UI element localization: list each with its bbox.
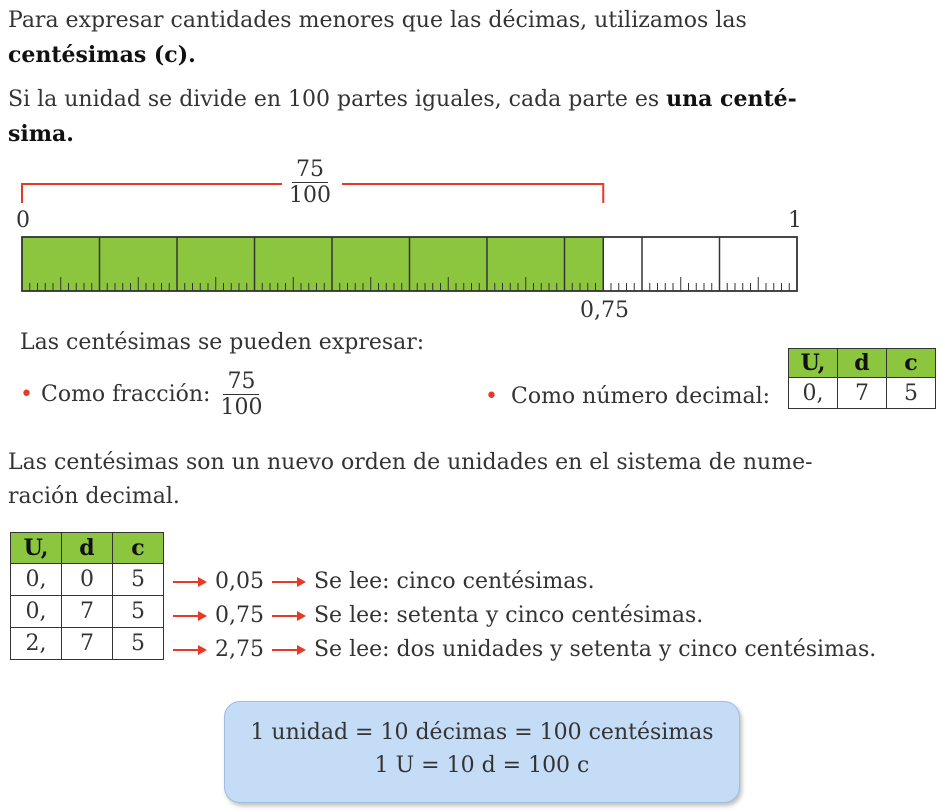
- header-d: d: [838, 349, 887, 378]
- ex-cell: 7: [62, 628, 113, 660]
- decimal-table-header: [789, 349, 936, 378]
- abbr-open: (: [146, 42, 165, 68]
- header-c: c: [887, 349, 936, 378]
- examples-header: [11, 533, 164, 564]
- expression-fraction-numerator: 75: [223, 370, 259, 395]
- label-zero: 0: [16, 208, 30, 233]
- intro-line-2: [8, 38, 747, 73]
- order-line-2: ración decimal.: [8, 484, 180, 509]
- decimal-place-table: [788, 348, 936, 409]
- summary-line-1: 1 unidad = 10 décimas = 100 centésimas: [250, 720, 714, 745]
- arrow-right-icon: [172, 643, 208, 657]
- intro-line-1: Para expresar cantidades menores que las décimas, utilizamos las: [8, 8, 747, 33]
- ex-header-u: U,: [11, 533, 62, 564]
- fraction-label: Como fracción:: [40, 382, 211, 408]
- arrow-right-icon: [172, 575, 208, 589]
- arrow-right-icon: [271, 609, 307, 623]
- example-decimal: 0,75: [215, 603, 264, 628]
- number-line-svg: [0, 150, 945, 330]
- list-item: [172, 565, 876, 599]
- examples-table: [10, 532, 164, 660]
- ex-cell: 5: [113, 628, 164, 660]
- ex-cell: 0,: [11, 596, 62, 628]
- list-item: [172, 599, 876, 633]
- ex-cell: 0,: [11, 564, 62, 596]
- ex-header-c: c: [113, 533, 164, 564]
- example-reading: Se lee: cinco centésimas.: [313, 569, 595, 594]
- summary-box: [224, 701, 740, 803]
- example-reading: Se lee: dos unidades y setenta y cinco centésimas.: [313, 637, 877, 662]
- expression-fraction: [216, 370, 266, 419]
- definition-line-2: [8, 117, 797, 152]
- abbr-close: ).: [177, 42, 196, 68]
- label-one: 1: [788, 208, 802, 233]
- arrow-right-icon: [172, 609, 208, 623]
- ex-cell: 5: [113, 564, 164, 596]
- definition-paragraph: [8, 82, 797, 152]
- definition-text: Si la unidad se divide en 100 partes iguales, cada parte es: [8, 87, 667, 112]
- bracket-left: [22, 184, 282, 203]
- bracket-fraction-denominator: 100: [289, 183, 331, 209]
- ex-cell: 2,: [11, 628, 62, 660]
- order-paragraph: [8, 446, 813, 514]
- definition-bold-1: una centé-: [666, 86, 797, 112]
- bullet-2: •: [485, 384, 498, 409]
- bullet-1: •: [20, 382, 33, 408]
- definition-line-1: [8, 82, 797, 117]
- abbr-c: c: [164, 42, 178, 68]
- order-line-1: Las centésimas son un nuevo orden de unidades en el sistema de nume-: [8, 450, 813, 475]
- unit-bar: [22, 237, 797, 291]
- cell-u: 0,: [789, 378, 838, 409]
- definition-bold-2: sima.: [8, 121, 74, 147]
- example-reading: Se lee: setenta y cinco centésimas.: [313, 603, 704, 628]
- number-line-figure: [0, 150, 945, 330]
- fraction-expression: [20, 370, 266, 419]
- ex-cell: 7: [62, 596, 113, 628]
- summary-line-2: 1 U = 10 d = 100 c: [374, 753, 590, 778]
- decimal-expression: [485, 384, 770, 409]
- arrow-right-icon: [271, 575, 307, 589]
- header-u: U,: [789, 349, 838, 378]
- example-decimal: 0,05: [215, 569, 264, 594]
- table-row: [11, 564, 164, 596]
- example-decimal: 2,75: [215, 637, 264, 662]
- bracket-fraction: [285, 158, 335, 207]
- decimal-table-row: [789, 378, 936, 409]
- term-centesimas: centésimas: [8, 42, 147, 68]
- ex-cell: 0: [62, 564, 113, 596]
- ex-cell: 5: [113, 596, 164, 628]
- intro-paragraph: [8, 4, 747, 73]
- table-row: [11, 596, 164, 628]
- decimal-label: Como número decimal:: [510, 384, 771, 409]
- table-row: [11, 628, 164, 660]
- cell-c: 5: [887, 378, 936, 409]
- bracket-right: [342, 184, 603, 203]
- cell-d: 7: [838, 378, 887, 409]
- arrow-right-icon: [271, 643, 307, 657]
- label-marker: 0,75: [580, 298, 629, 323]
- bracket-fraction-numerator: 75: [292, 158, 328, 183]
- expression-fraction-denominator: 100: [220, 395, 263, 421]
- ex-header-d: d: [62, 533, 113, 564]
- list-item: [172, 633, 876, 667]
- filled-portion: [22, 237, 603, 291]
- expression-heading: Las centésimas se pueden expresar:: [20, 330, 425, 355]
- example-readings: [172, 565, 876, 667]
